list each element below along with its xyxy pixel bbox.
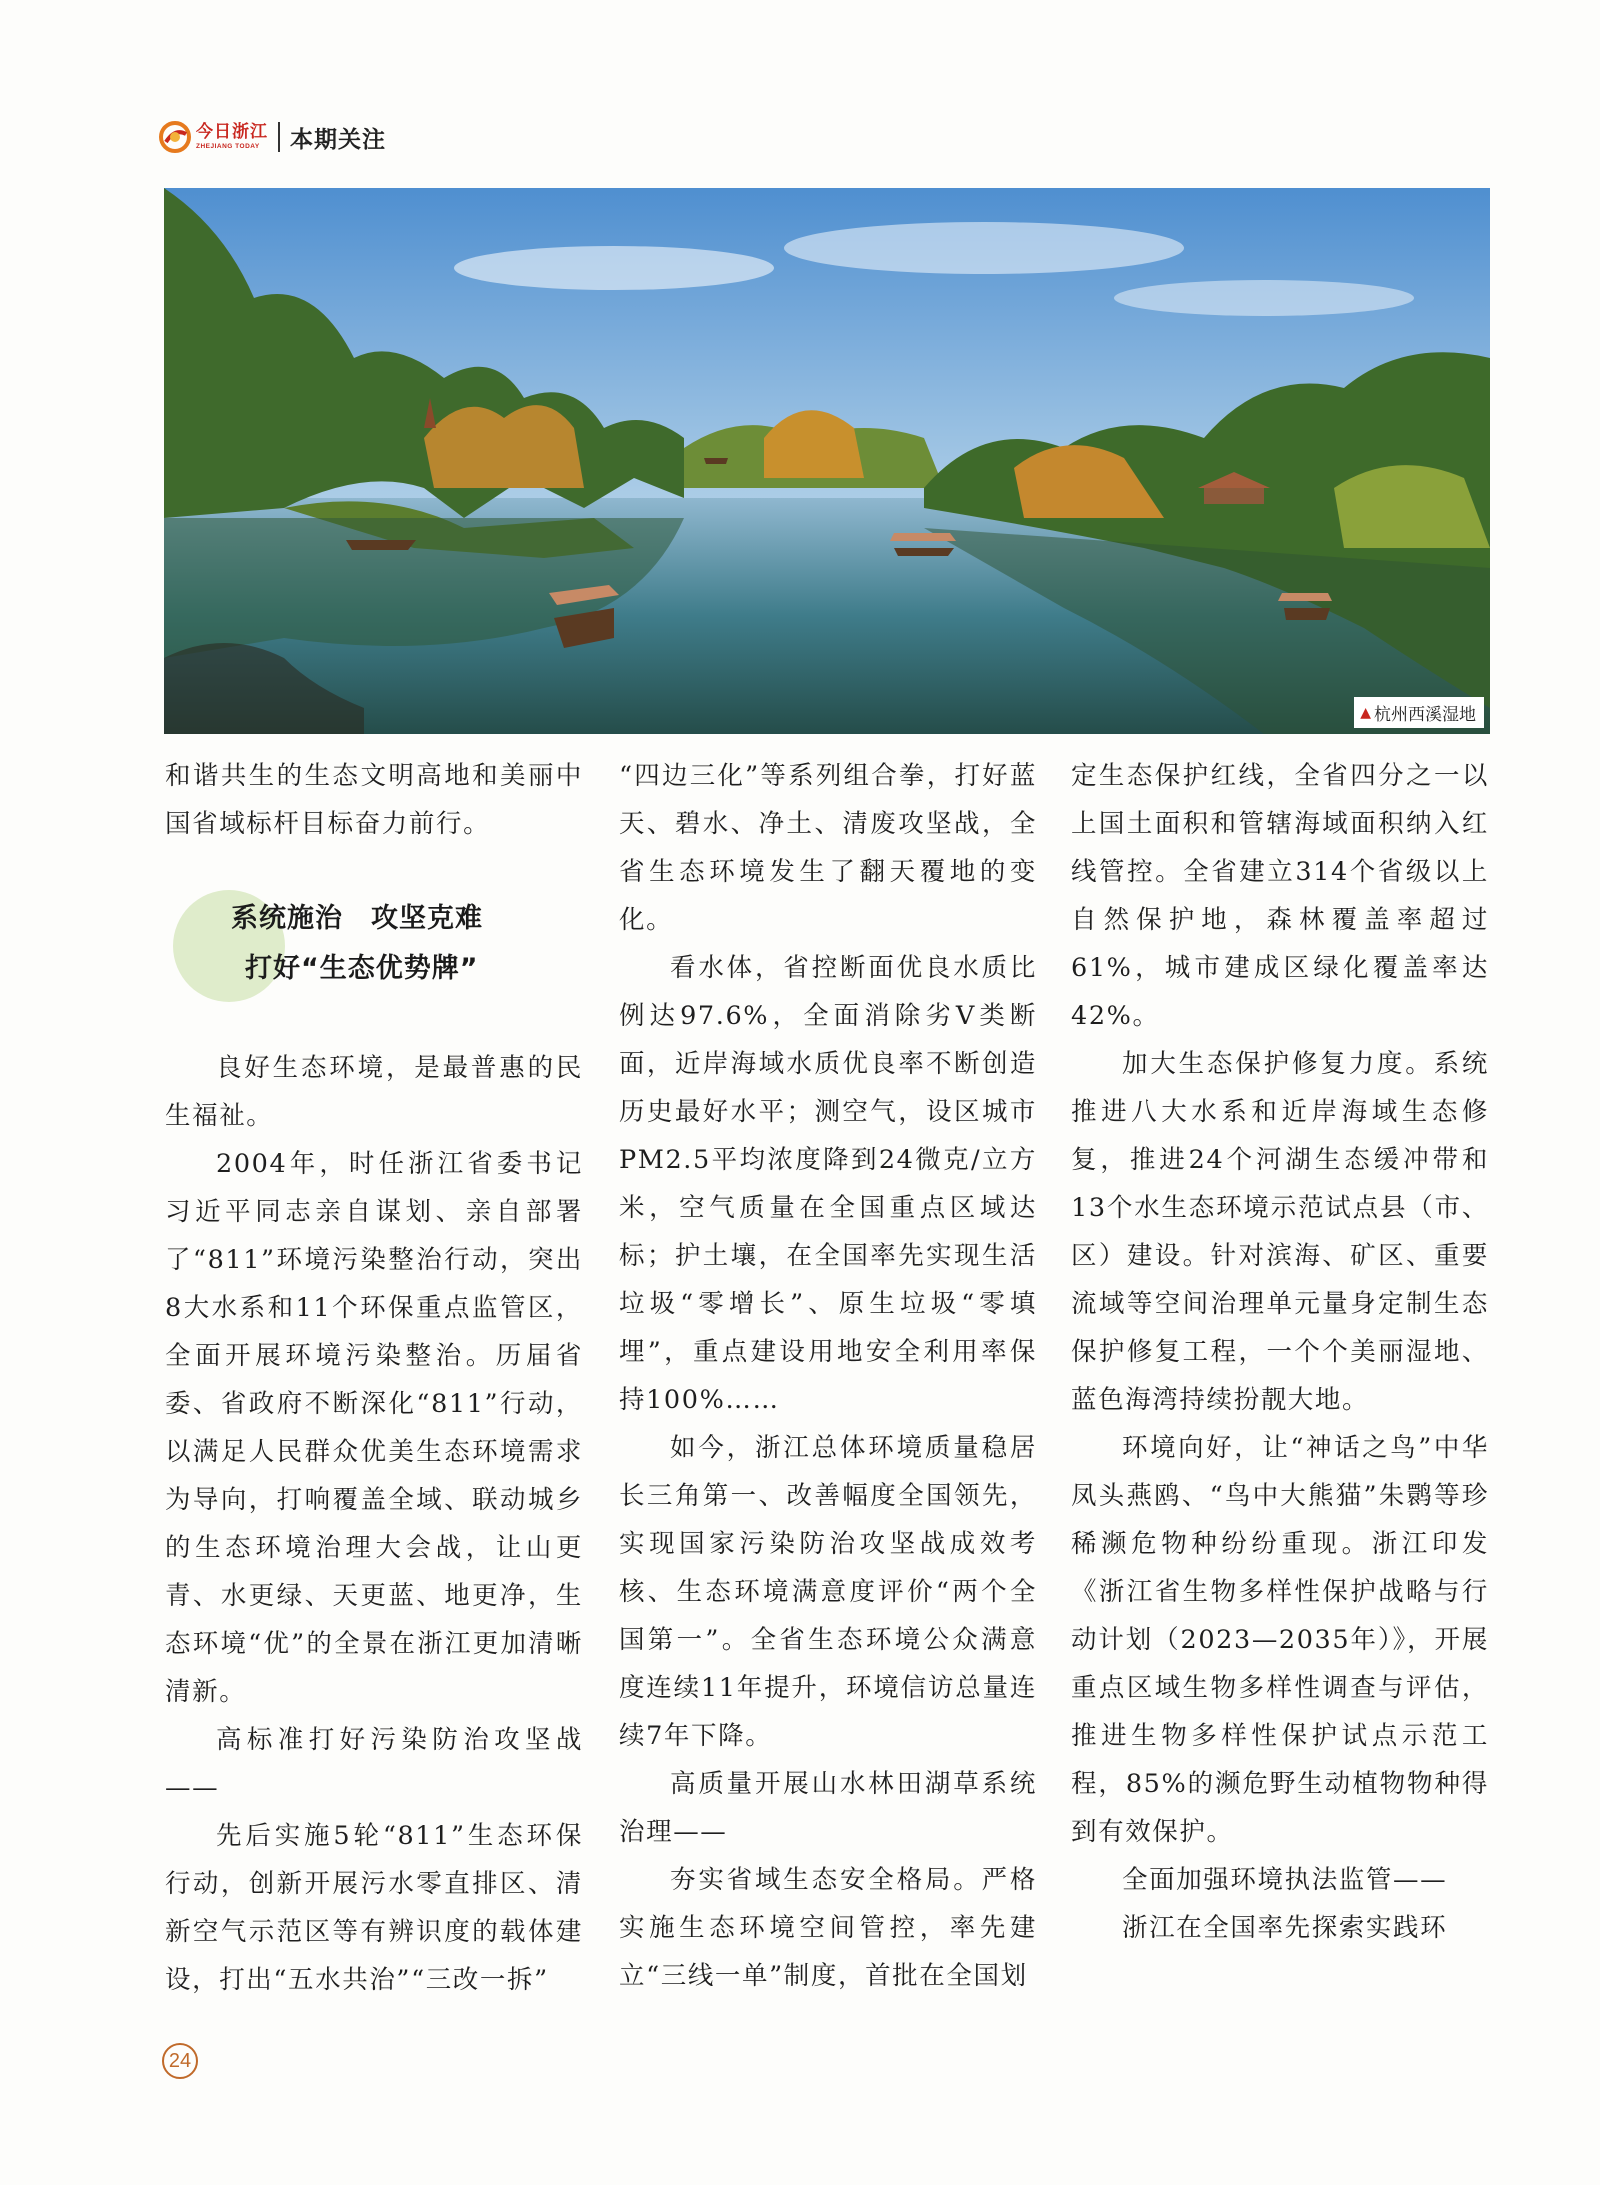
photo-caption-text: 杭州西溪湿地 bbox=[1374, 705, 1476, 725]
zhejiang-today-logo-icon bbox=[158, 120, 192, 154]
paragraph: 夯实省域生态安全格局。严格实施生态环境空间管控，率先建立“三线一单”制度，首批在全国划 bbox=[619, 1865, 1037, 1991]
section-heading bbox=[165, 876, 583, 1024]
wetland-landscape-image bbox=[164, 188, 1490, 734]
paragraph: 看水体，省控断面优良水质比例达97.6%，全面消除劣Ⅴ类断面，近岸海域水质优良率不断创造历史最好水平；测空气，设区城市PM2.5平均浓度降到24微克/立方米，空气质量在全国重点区域达标；护土壤，在全国率先实现生活垃圾“零增长”、原生垃圾“零填埋”，重点建设用地安全利用率保持100%…… bbox=[619, 953, 1037, 1415]
page-number: 24 bbox=[162, 2043, 198, 2079]
paragraph: 良好生态环境，是最普惠的民生福祉。 bbox=[165, 1053, 583, 1131]
triangle-up-icon: ▲ bbox=[1360, 704, 1371, 721]
heading-line-1: 系统施治 攻坚克难 bbox=[231, 903, 483, 934]
paragraph: 环境向好，让“神话之鸟”中华凤头燕鸥、“鸟中大熊猫”朱鹮等珍稀濒危物种纷纷重现。浙江印发《浙江省生物多样性保护战略与行动计划（2023—2035年）》，开展重点区域生物多样性调查与评估，推进生物多样性保护试点示范工程，85%的濒危野生动植物物种得到有效保护。 bbox=[1071, 1433, 1489, 1847]
section-heading-text bbox=[231, 894, 483, 994]
paragraph: 定生态保护红线，全省四分之一以上国土面积和管辖海域面积纳入红线管控。全省建立314个省级以上自然保护地，森林覆盖率超过61%，城市建成区绿化覆盖率达42%。 bbox=[1071, 761, 1489, 1031]
logo-chinese: 今日浙江 bbox=[196, 121, 268, 142]
header-divider bbox=[278, 122, 280, 152]
paragraph: 加大生态保护修复力度。系统推进八大水系和近岸海域生态修复，推进24个河湖生态缓冲带和13个水生态环境示范试点县（市、区）建设。针对滨海、矿区、重要流域等空间治理单元量身定制生态保护修复工程，一个个美丽湿地、蓝色海湾持续扮靓大地。 bbox=[1071, 1049, 1489, 1415]
section-title: 本期关注 bbox=[290, 126, 386, 153]
heading-line-2: 打好“生态优势牌” bbox=[245, 953, 479, 984]
paragraph: 浙江在全国率先探索实践环 bbox=[1122, 1913, 1448, 1943]
text-column-2 bbox=[619, 752, 1037, 2000]
wetland-photo bbox=[164, 188, 1490, 734]
text-column-1 bbox=[165, 752, 583, 2004]
paragraph: 和谐共生的生态文明高地和美丽中国省域标杆目标奋力前行。 bbox=[165, 761, 583, 839]
photo-caption bbox=[1354, 697, 1484, 728]
paragraph: 高质量开展山水林田湖草系统治理—— bbox=[619, 1769, 1037, 1847]
paragraph: 高标准打好污染防治攻坚战—— bbox=[165, 1725, 583, 1803]
paragraph: 全面加强环境执法监管—— bbox=[1122, 1865, 1448, 1895]
paragraph: 2004年，时任浙江省委书记习近平同志亲自谋划、亲自部署了“811”环境污染整治行动，突出8大水系和11个环保重点监管区，全面开展环境污染整治。历届省委、省政府不断深化“811”行动，以满足人民群众优美生态环境需求为导向，打响覆盖全域、联动城乡的生态环境治理大会战，让山更青、水更绿、天更蓝、地更净，生态环境“优”的全景在浙江更加清晰清新。 bbox=[165, 1149, 583, 1707]
logo-english: ZHEJIANG TODAY bbox=[196, 142, 260, 150]
text-column-3 bbox=[1071, 752, 1489, 1952]
paragraph: 如今，浙江总体环境质量稳居长三角第一、改善幅度全国领先，实现国家污染防治攻坚战成效考核、生态环境满意度评价“两个全国第一”。全省生态环境公众满意度连续11年提升，环境信访总量连续7年下降。 bbox=[619, 1433, 1037, 1751]
paragraph: “四边三化”等系列组合拳，打好蓝天、碧水、净土、清废攻坚战，全省生态环境发生了翻天覆地的变化。 bbox=[619, 761, 1037, 935]
logo-text bbox=[196, 121, 268, 151]
page-header bbox=[158, 117, 386, 157]
paragraph: 先后实施5轮“811”生态环保行动，创新开展污水零直排区、清新空气示范区等有辨识度的载体建设，打出“五水共治”“三改一拆” bbox=[165, 1821, 583, 1995]
